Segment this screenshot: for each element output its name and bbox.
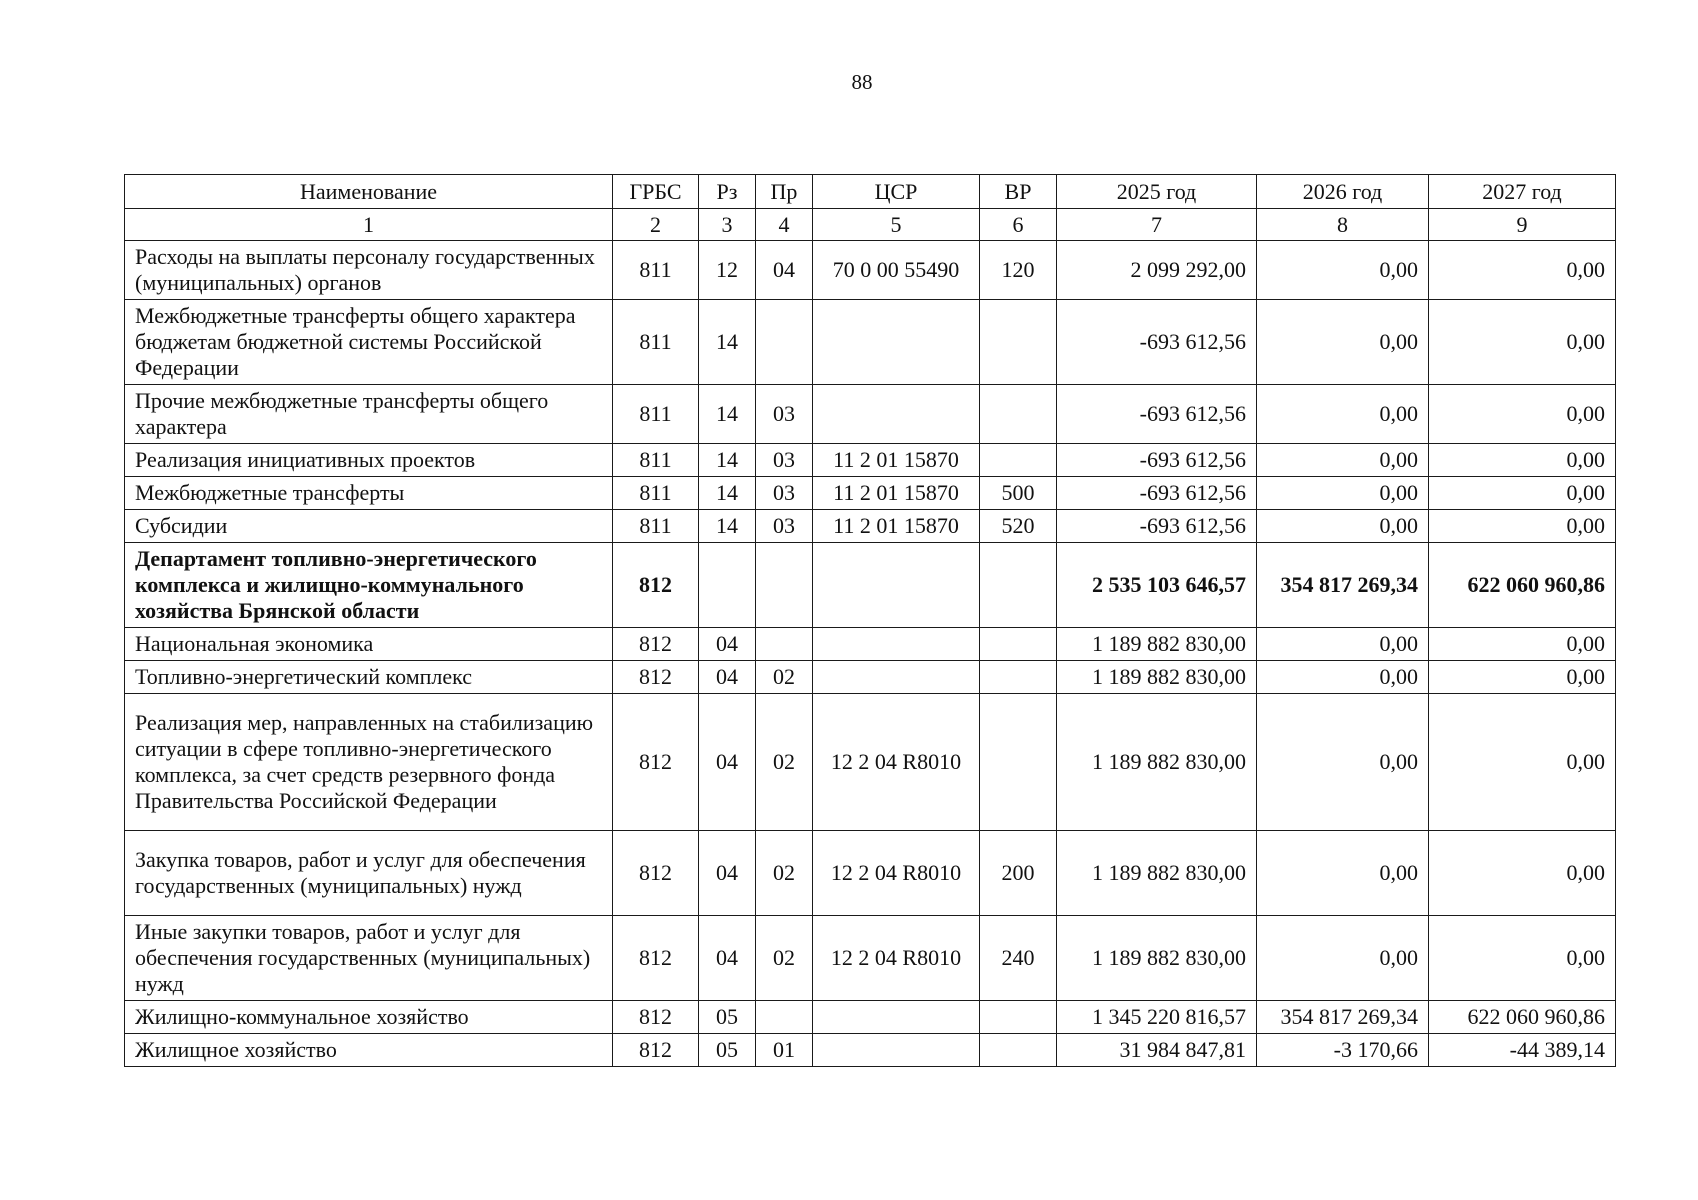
cell-grbs: 812 <box>613 916 699 1001</box>
cell-pr: 02 <box>756 661 813 694</box>
cell-name: Закупка товаров, работ и услуг для обеспечения государственных (муниципальных) нужд <box>125 831 613 916</box>
page-number: 88 <box>851 70 873 94</box>
table-row <box>125 831 1616 916</box>
cell-2027: 622 060 960,86 <box>1429 1001 1616 1034</box>
cell-2025: 1 189 882 830,00 <box>1057 694 1257 831</box>
col-index: 4 <box>756 209 813 241</box>
col-header-csr: ЦСР <box>813 175 980 209</box>
cell-vr: 120 <box>980 241 1057 300</box>
col-header-grbs: ГРБС <box>613 175 699 209</box>
cell-2027: 0,00 <box>1429 241 1616 300</box>
cell-vr: 500 <box>980 477 1057 510</box>
col-index: 8 <box>1257 209 1429 241</box>
cell-pr: 04 <box>756 241 813 300</box>
cell-2027: 0,00 <box>1429 831 1616 916</box>
cell-2026: 354 817 269,34 <box>1257 1001 1429 1034</box>
cell-pr <box>756 628 813 661</box>
cell-rz: 04 <box>699 694 756 831</box>
col-index: 3 <box>699 209 756 241</box>
cell-rz: 14 <box>699 385 756 444</box>
cell-name: Топливно-энергетический комплекс <box>125 661 613 694</box>
cell-grbs: 812 <box>613 543 699 628</box>
cell-vr <box>980 444 1057 477</box>
cell-2026: 0,00 <box>1257 300 1429 385</box>
cell-vr <box>980 661 1057 694</box>
cell-rz: 14 <box>699 444 756 477</box>
cell-2026: 0,00 <box>1257 385 1429 444</box>
cell-2026: 0,00 <box>1257 694 1429 831</box>
col-index: 5 <box>813 209 980 241</box>
cell-grbs: 811 <box>613 510 699 543</box>
cell-csr: 11 2 01 15870 <box>813 510 980 543</box>
cell-csr: 12 2 04 R8010 <box>813 694 980 831</box>
table-row <box>125 916 1616 1001</box>
cell-2027: 622 060 960,86 <box>1429 543 1616 628</box>
cell-grbs: 811 <box>613 477 699 510</box>
cell-2025: 2 099 292,00 <box>1057 241 1257 300</box>
cell-csr <box>813 1001 980 1034</box>
cell-grbs: 812 <box>613 694 699 831</box>
table-row <box>125 694 1616 831</box>
table-row <box>125 241 1616 300</box>
cell-name: Расходы на выплаты персоналу государственных (муниципальных) органов <box>125 241 613 300</box>
cell-csr: 12 2 04 R8010 <box>813 831 980 916</box>
cell-csr <box>813 385 980 444</box>
col-index: 9 <box>1429 209 1616 241</box>
table-row <box>125 661 1616 694</box>
cell-name: Реализация мер, направленных на стабилизацию ситуации в сфере топливно-энергетического комплекса, за счет средств резервного фонда Правительства Российской Федерации <box>125 694 613 831</box>
cell-name: Иные закупки товаров, работ и услуг для обеспечения государственных (муниципальных) нужд <box>125 916 613 1001</box>
cell-pr: 02 <box>756 694 813 831</box>
cell-rz: 12 <box>699 241 756 300</box>
cell-grbs: 812 <box>613 1001 699 1034</box>
cell-rz: 14 <box>699 300 756 385</box>
cell-pr <box>756 300 813 385</box>
cell-2027: -44 389,14 <box>1429 1034 1616 1067</box>
cell-2027: 0,00 <box>1429 477 1616 510</box>
cell-2026: 0,00 <box>1257 831 1429 916</box>
cell-2027: 0,00 <box>1429 916 1616 1001</box>
cell-pr: 03 <box>756 385 813 444</box>
col-header-2026: 2026 год <box>1257 175 1429 209</box>
cell-2026: 0,00 <box>1257 444 1429 477</box>
col-header-vr: ВР <box>980 175 1057 209</box>
cell-grbs: 812 <box>613 1034 699 1067</box>
cell-csr: 12 2 04 R8010 <box>813 916 980 1001</box>
table-row <box>125 1034 1616 1067</box>
cell-vr <box>980 1034 1057 1067</box>
cell-rz: 04 <box>699 916 756 1001</box>
table-row <box>125 300 1616 385</box>
col-header-2027: 2027 год <box>1429 175 1616 209</box>
table-row <box>125 628 1616 661</box>
cell-grbs: 811 <box>613 241 699 300</box>
cell-rz: 04 <box>699 661 756 694</box>
cell-2025: -693 612,56 <box>1057 477 1257 510</box>
cell-name: Департамент топливно-энергетического комплекса и жилищно-коммунального хозяйства Брянской области <box>125 543 613 628</box>
cell-name: Реализация инициативных проектов <box>125 444 613 477</box>
cell-rz: 05 <box>699 1001 756 1034</box>
cell-2025: 31 984 847,81 <box>1057 1034 1257 1067</box>
cell-2026: 0,00 <box>1257 628 1429 661</box>
cell-2026: 0,00 <box>1257 241 1429 300</box>
cell-csr: 70 0 00 55490 <box>813 241 980 300</box>
cell-pr: 01 <box>756 1034 813 1067</box>
cell-pr <box>756 543 813 628</box>
cell-vr <box>980 543 1057 628</box>
cell-2026: 0,00 <box>1257 661 1429 694</box>
cell-vr: 240 <box>980 916 1057 1001</box>
cell-2027: 0,00 <box>1429 385 1616 444</box>
cell-grbs: 811 <box>613 300 699 385</box>
cell-grbs: 812 <box>613 661 699 694</box>
col-header-pr: Пр <box>756 175 813 209</box>
cell-2027: 0,00 <box>1429 661 1616 694</box>
cell-2026: 354 817 269,34 <box>1257 543 1429 628</box>
column-index-row <box>125 209 1616 241</box>
cell-2025: 1 189 882 830,00 <box>1057 831 1257 916</box>
cell-2025: -693 612,56 <box>1057 510 1257 543</box>
cell-rz <box>699 543 756 628</box>
cell-2026: 0,00 <box>1257 477 1429 510</box>
cell-name: Межбюджетные трансферты <box>125 477 613 510</box>
cell-name: Жилищное хозяйство <box>125 1034 613 1067</box>
col-header-name: Наименование <box>125 175 613 209</box>
cell-pr: 03 <box>756 477 813 510</box>
cell-csr <box>813 543 980 628</box>
col-index: 1 <box>125 209 613 241</box>
cell-2027: 0,00 <box>1429 300 1616 385</box>
cell-pr: 02 <box>756 916 813 1001</box>
cell-name: Национальная экономика <box>125 628 613 661</box>
table-row <box>125 510 1616 543</box>
cell-csr <box>813 628 980 661</box>
cell-2027: 0,00 <box>1429 444 1616 477</box>
col-index: 2 <box>613 209 699 241</box>
cell-2027: 0,00 <box>1429 694 1616 831</box>
cell-pr <box>756 1001 813 1034</box>
cell-name: Субсидии <box>125 510 613 543</box>
budget-table <box>124 174 1616 1067</box>
cell-rz: 04 <box>699 831 756 916</box>
col-index: 7 <box>1057 209 1257 241</box>
cell-pr: 03 <box>756 444 813 477</box>
cell-rz: 14 <box>699 510 756 543</box>
cell-rz: 14 <box>699 477 756 510</box>
cell-vr: 520 <box>980 510 1057 543</box>
cell-csr <box>813 300 980 385</box>
cell-csr: 11 2 01 15870 <box>813 444 980 477</box>
cell-csr: 11 2 01 15870 <box>813 477 980 510</box>
cell-name: Жилищно-коммунальное хозяйство <box>125 1001 613 1034</box>
cell-2025: 2 535 103 646,57 <box>1057 543 1257 628</box>
cell-2025: -693 612,56 <box>1057 300 1257 385</box>
cell-2025: 1 345 220 816,57 <box>1057 1001 1257 1034</box>
cell-grbs: 811 <box>613 385 699 444</box>
cell-csr <box>813 661 980 694</box>
cell-name: Межбюджетные трансферты общего характера бюджетам бюджетной системы Российской Федерации <box>125 300 613 385</box>
cell-2026: 0,00 <box>1257 916 1429 1001</box>
header-row <box>125 175 1616 209</box>
col-header-rz: Рз <box>699 175 756 209</box>
cell-rz: 05 <box>699 1034 756 1067</box>
cell-2025: -693 612,56 <box>1057 385 1257 444</box>
table-row <box>125 444 1616 477</box>
cell-vr <box>980 694 1057 831</box>
cell-name: Прочие межбюджетные трансферты общего характера <box>125 385 613 444</box>
cell-pr: 03 <box>756 510 813 543</box>
cell-vr <box>980 1001 1057 1034</box>
cell-2026: -3 170,66 <box>1257 1034 1429 1067</box>
table-row <box>125 1001 1616 1034</box>
cell-2026: 0,00 <box>1257 510 1429 543</box>
cell-grbs: 811 <box>613 444 699 477</box>
table-row <box>125 385 1616 444</box>
cell-grbs: 812 <box>613 628 699 661</box>
cell-vr <box>980 385 1057 444</box>
cell-2027: 0,00 <box>1429 628 1616 661</box>
col-header-2025: 2025 год <box>1057 175 1257 209</box>
col-index: 6 <box>980 209 1057 241</box>
cell-pr: 02 <box>756 831 813 916</box>
cell-vr <box>980 300 1057 385</box>
cell-2025: -693 612,56 <box>1057 444 1257 477</box>
cell-2027: 0,00 <box>1429 510 1616 543</box>
table-row-department <box>125 543 1616 628</box>
cell-csr <box>813 1034 980 1067</box>
cell-vr: 200 <box>980 831 1057 916</box>
cell-2025: 1 189 882 830,00 <box>1057 628 1257 661</box>
cell-rz: 04 <box>699 628 756 661</box>
cell-grbs: 812 <box>613 831 699 916</box>
table-row <box>125 477 1616 510</box>
cell-2025: 1 189 882 830,00 <box>1057 916 1257 1001</box>
cell-vr <box>980 628 1057 661</box>
cell-2025: 1 189 882 830,00 <box>1057 661 1257 694</box>
